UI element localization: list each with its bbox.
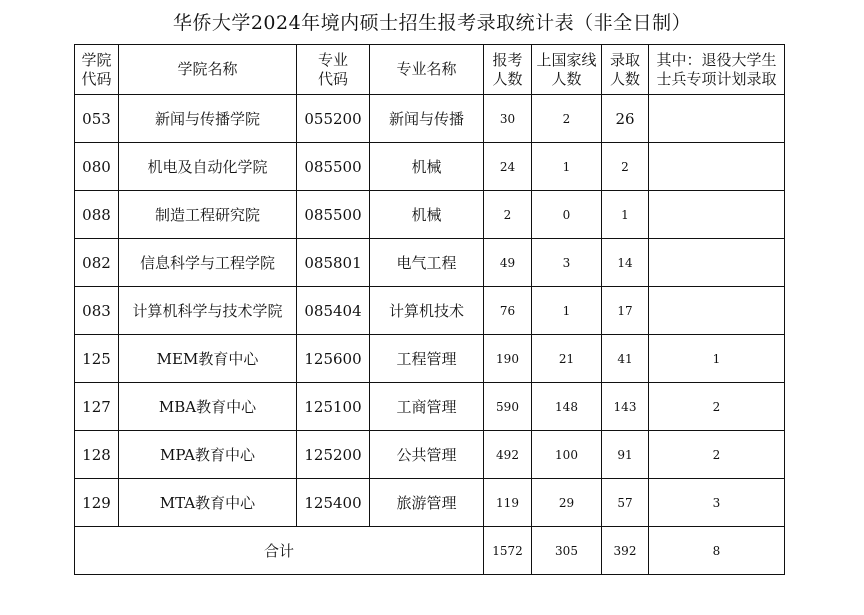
college-code-cell: 127 [75, 383, 119, 431]
total-veterans: 8 [649, 527, 785, 575]
national-line-cell: 2 [532, 95, 602, 143]
page-title: 华侨大学2024年境内硕士招生报考录取统计表（非全日制） [172, 12, 692, 34]
college-code-cell: 129 [75, 479, 119, 527]
admitted-cell: 91 [602, 431, 649, 479]
header-national-line: 上国家线 人数 [532, 45, 602, 95]
national-line-cell: 1 [532, 287, 602, 335]
college-code-cell: 125 [75, 335, 119, 383]
applicants-cell: 30 [484, 95, 532, 143]
major-code-cell: 085801 [297, 239, 370, 287]
header-major-name: 专业名称 [370, 45, 484, 95]
veterans-cell [649, 95, 785, 143]
table-row [75, 335, 785, 383]
college-code-cell: 080 [75, 143, 119, 191]
header-major-code: 专业 代码 [297, 45, 370, 95]
table-row [75, 191, 785, 239]
table-row [75, 479, 785, 527]
header-row [75, 45, 785, 95]
major-name-cell: 计算机技术 [370, 287, 484, 335]
table-body [75, 95, 785, 575]
national-line-cell: 3 [532, 239, 602, 287]
applicants-cell: 119 [484, 479, 532, 527]
college-name-cell: 计算机科学与技术学院 [119, 287, 297, 335]
applicants-cell: 492 [484, 431, 532, 479]
major-name-cell: 机械 [370, 191, 484, 239]
veterans-cell [649, 287, 785, 335]
admitted-cell: 1 [602, 191, 649, 239]
admitted-cell: 2 [602, 143, 649, 191]
national-line-cell: 100 [532, 431, 602, 479]
college-code-cell: 053 [75, 95, 119, 143]
header-college-code: 学院 代码 [75, 45, 119, 95]
admitted-cell: 57 [602, 479, 649, 527]
veterans-cell: 1 [649, 335, 785, 383]
college-name-cell: 制造工程研究院 [119, 191, 297, 239]
veterans-cell: 2 [649, 383, 785, 431]
major-name-cell: 旅游管理 [370, 479, 484, 527]
total-label: 合计 [75, 527, 484, 575]
major-code-cell: 125400 [297, 479, 370, 527]
college-name-cell: MBA教育中心 [119, 383, 297, 431]
header-veterans: 其中：退役大学生 士兵专项计划录取 [649, 45, 785, 95]
table-row [75, 431, 785, 479]
major-name-cell: 公共管理 [370, 431, 484, 479]
veterans-cell [649, 191, 785, 239]
table-row [75, 287, 785, 335]
veterans-cell: 3 [649, 479, 785, 527]
applicants-cell: 24 [484, 143, 532, 191]
admitted-cell: 26 [602, 95, 649, 143]
national-line-cell: 148 [532, 383, 602, 431]
applicants-cell: 49 [484, 239, 532, 287]
total-row [75, 527, 785, 575]
major-name-cell: 新闻与传播 [370, 95, 484, 143]
college-name-cell: MPA教育中心 [119, 431, 297, 479]
major-code-cell: 125600 [297, 335, 370, 383]
college-code-cell: 088 [75, 191, 119, 239]
header-admitted: 录取 人数 [602, 45, 649, 95]
veterans-cell [649, 239, 785, 287]
major-code-cell: 085500 [297, 191, 370, 239]
national-line-cell: 21 [532, 335, 602, 383]
major-name-cell: 工程管理 [370, 335, 484, 383]
admitted-cell: 143 [602, 383, 649, 431]
total-national-line: 305 [532, 527, 602, 575]
admission-stats-table [74, 44, 785, 575]
college-code-cell: 128 [75, 431, 119, 479]
major-name-cell: 机械 [370, 143, 484, 191]
header-college-name: 学院名称 [119, 45, 297, 95]
veterans-cell: 2 [649, 431, 785, 479]
applicants-cell: 190 [484, 335, 532, 383]
table-row [75, 383, 785, 431]
table-row [75, 239, 785, 287]
college-name-cell: MTA教育中心 [119, 479, 297, 527]
college-code-cell: 082 [75, 239, 119, 287]
college-name-cell: 新闻与传播学院 [119, 95, 297, 143]
college-name-cell: 机电及自动化学院 [119, 143, 297, 191]
applicants-cell: 2 [484, 191, 532, 239]
total-applicants: 1572 [484, 527, 532, 575]
total-admitted: 392 [602, 527, 649, 575]
national-line-cell: 0 [532, 191, 602, 239]
major-code-cell: 085404 [297, 287, 370, 335]
college-name-cell: 信息科学与工程学院 [119, 239, 297, 287]
header-applicants: 报考 人数 [484, 45, 532, 95]
veterans-cell [649, 143, 785, 191]
major-name-cell: 工商管理 [370, 383, 484, 431]
applicants-cell: 590 [484, 383, 532, 431]
table-row [75, 95, 785, 143]
national-line-cell: 29 [532, 479, 602, 527]
major-code-cell: 125100 [297, 383, 370, 431]
applicants-cell: 76 [484, 287, 532, 335]
admitted-cell: 41 [602, 335, 649, 383]
table-row [75, 143, 785, 191]
admitted-cell: 17 [602, 287, 649, 335]
admitted-cell: 14 [602, 239, 649, 287]
major-code-cell: 085500 [297, 143, 370, 191]
college-code-cell: 083 [75, 287, 119, 335]
major-name-cell: 电气工程 [370, 239, 484, 287]
national-line-cell: 1 [532, 143, 602, 191]
major-code-cell: 055200 [297, 95, 370, 143]
major-code-cell: 125200 [297, 431, 370, 479]
college-name-cell: MEM教育中心 [119, 335, 297, 383]
